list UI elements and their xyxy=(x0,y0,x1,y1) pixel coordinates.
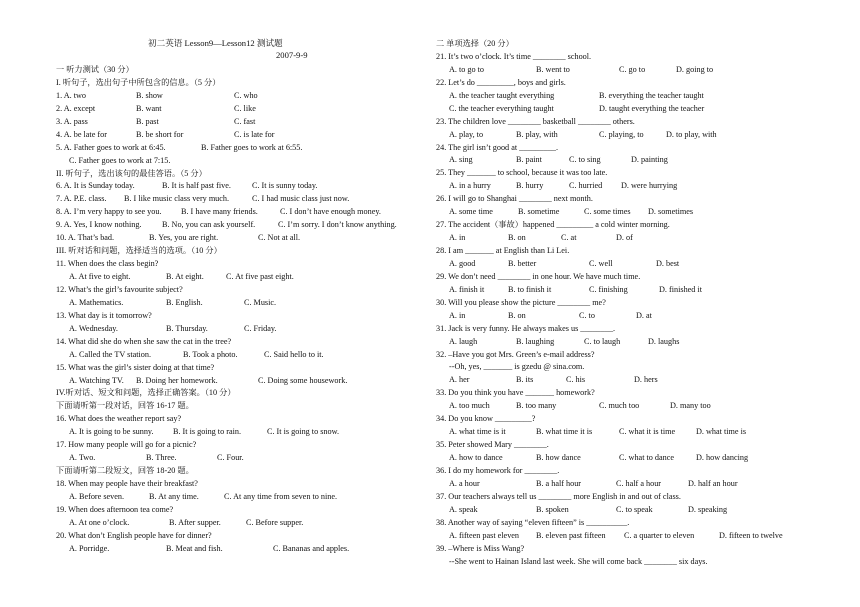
answer-option: B. Took a photo. xyxy=(183,349,238,359)
line-text: 37. Our teachers always tell us ________ more English in and out of class. xyxy=(436,491,681,501)
text-line xyxy=(436,206,836,219)
line-text: 34. Do you know _________? xyxy=(436,414,536,424)
text-line xyxy=(56,116,431,129)
text-line xyxy=(56,504,431,517)
line-text: A. Mathematics. xyxy=(69,297,124,307)
text-line xyxy=(56,478,431,491)
answer-option: D. at xyxy=(636,310,652,320)
text-line xyxy=(56,400,431,413)
text-line xyxy=(436,530,836,543)
left-column xyxy=(56,38,431,556)
text-line xyxy=(56,284,431,297)
text-line xyxy=(56,517,431,530)
line-text: --She went to Hainan Island last week. She will come back ________ six days. xyxy=(449,556,708,566)
answer-option: C. what to dance xyxy=(619,453,675,462)
answer-option: B. sometime xyxy=(518,207,560,217)
text-line xyxy=(56,387,431,400)
line-text: A. her xyxy=(449,375,470,385)
answer-option: B. a half hour xyxy=(536,478,582,488)
answer-option: D. best xyxy=(656,258,680,268)
paper-date: 2007-9-9 xyxy=(276,50,308,60)
line-text: 32. –Have you got Mrs. Green’s e-mail address? xyxy=(436,349,595,359)
answer-option: B. on xyxy=(508,233,526,243)
text-line xyxy=(56,452,431,465)
text-line xyxy=(56,349,431,362)
line-text: 下面请听第一段对话，回答 16-17 题。 xyxy=(56,401,194,411)
line-text: 下面请听第二段短文，回答 18-20 题。 xyxy=(56,466,194,476)
answer-option: C. what it is time xyxy=(619,427,676,437)
answer-option: D. of xyxy=(616,233,633,243)
text-line xyxy=(56,465,431,478)
answer-option: B. Meat and fish. xyxy=(166,543,223,553)
answer-option: D. going to xyxy=(676,64,714,74)
line-text: 24. The girl isn’t good at _________. xyxy=(436,142,559,152)
text-line xyxy=(436,297,836,310)
text-line xyxy=(56,413,431,426)
text-line xyxy=(56,336,431,349)
answer-option: B. past xyxy=(136,116,159,126)
answer-option: C. well xyxy=(589,258,613,268)
text-line xyxy=(56,193,431,206)
answer-option: B. went to xyxy=(536,64,570,74)
answer-option: C. Four. xyxy=(217,453,244,463)
text-line xyxy=(56,297,431,310)
text-line xyxy=(56,530,431,543)
text-line xyxy=(436,219,836,232)
answer-option: D. taught everything the teacher xyxy=(599,103,705,113)
answer-option: B. everything the teacher taught xyxy=(599,90,704,100)
text-line xyxy=(56,168,431,181)
answer-option: C. much too xyxy=(599,401,640,411)
text-line xyxy=(56,543,431,556)
answer-option: C. Doing some housework. xyxy=(258,375,348,385)
text-line xyxy=(436,310,836,323)
answer-option: C. hurried xyxy=(569,181,603,191)
text-line xyxy=(56,90,431,103)
text-line xyxy=(436,426,836,439)
text-line xyxy=(56,271,431,284)
answer-option: C. fast xyxy=(234,116,256,126)
answer-option: C. to speak xyxy=(616,504,653,514)
text-line xyxy=(436,413,836,426)
text-line xyxy=(436,77,836,90)
line-text: C. the teacher everything taught xyxy=(449,103,554,113)
text-line xyxy=(436,167,836,180)
line-text: A. some time xyxy=(449,207,493,217)
text-line xyxy=(436,336,836,349)
line-text: A. a hour xyxy=(449,478,480,488)
answer-option: C. I had music class just now. xyxy=(252,194,350,204)
line-text: A. It is going to be sunny. xyxy=(69,427,154,437)
line-text: A. sing xyxy=(449,155,473,165)
line-text: 19. When does afternoon tea come? xyxy=(56,504,174,514)
text-line xyxy=(436,504,836,517)
answer-option: B. English. xyxy=(166,297,203,307)
line-text: 9. A. Yes, I know nothing. xyxy=(56,220,142,230)
answer-option: C. Bananas and apples. xyxy=(273,543,350,553)
line-text: 27. The accident（事故）happened _________ a cold winter morning. xyxy=(436,220,670,230)
line-text: --Oh, yes, _______ is gzedu @ sina.com. xyxy=(449,362,585,372)
text-line xyxy=(56,103,431,116)
text-line xyxy=(56,323,431,336)
line-text: A. play, to xyxy=(449,129,484,139)
line-text: 一 听力测试（30 分） xyxy=(56,65,134,74)
text-line xyxy=(56,362,431,375)
line-text: A. Watching TV. xyxy=(69,375,124,385)
answer-option: C. go to xyxy=(619,64,646,74)
answer-option: C. I’m sorry. I don’t know anything. xyxy=(278,220,397,230)
text-line xyxy=(56,219,431,232)
line-text: 22. Let’s do _________, boys and girls. xyxy=(436,77,566,87)
right-column xyxy=(436,38,836,568)
text-line xyxy=(56,129,431,142)
line-text: 16. What does the weather report say? xyxy=(56,414,182,424)
line-text: A. speak xyxy=(449,504,478,514)
line-text: 35. Peter showed Mary ________. xyxy=(436,440,549,450)
text-line xyxy=(436,193,836,206)
text-line xyxy=(436,271,836,284)
line-text: 20. What don’t English people have for dinner? xyxy=(56,530,212,540)
answer-option: B. want xyxy=(136,103,162,113)
line-text: 21. It’s two o’clock. It’s time ________ school. xyxy=(436,51,592,61)
text-line xyxy=(436,90,836,103)
answer-option: D. many too xyxy=(670,401,711,411)
text-line xyxy=(436,64,836,77)
answer-option: C. Said hello to it. xyxy=(264,349,324,359)
answer-option: C. I don’t have enough money. xyxy=(280,207,381,217)
answer-option: C. some times xyxy=(584,207,631,217)
line-text: 23. The children love ________ basketball ________ others. xyxy=(436,116,635,126)
answer-option: C. is late for xyxy=(234,129,275,139)
answer-option: B. No, you can ask yourself. xyxy=(162,220,256,230)
text-line xyxy=(56,375,431,388)
text-line xyxy=(436,556,836,569)
line-text: 6. A. It is Sunday today. xyxy=(56,181,135,191)
answer-option: B. I like music class very much. xyxy=(124,194,230,204)
line-text: 13. What day is it tomorrow? xyxy=(56,310,152,320)
answer-option: D. were hurrying xyxy=(621,181,678,191)
answer-option: C. It is going to snow. xyxy=(267,427,340,437)
text-line xyxy=(56,142,431,155)
line-text: 25. They _______ to school, because it was too late. xyxy=(436,168,608,178)
answer-option: B. Father goes to work at 6:55. xyxy=(201,142,303,152)
answer-option: C. Music. xyxy=(244,297,277,307)
answer-option: B. what time it is xyxy=(536,427,593,437)
line-text: 3. A. pass xyxy=(56,116,88,126)
text-line xyxy=(436,116,836,129)
line-text: A. too much xyxy=(449,401,490,411)
line-text: 38. Another way of saying “eleven fifteen” is __________. xyxy=(436,517,630,527)
text-line xyxy=(436,349,836,362)
line-text: 2. A. except xyxy=(56,103,96,113)
line-text: III. 听对话和问题，选择适当的选项。（10 分） xyxy=(56,246,222,256)
answer-option: B. to finish it xyxy=(508,284,552,294)
answer-option: B. show xyxy=(136,90,163,100)
line-text: 31. Jack is very funny. He always makes us ________. xyxy=(436,323,616,333)
text-line xyxy=(436,323,836,336)
answer-option: D. finished it xyxy=(659,284,702,294)
line-text: 33. Do you think you have _______ homework? xyxy=(436,388,595,398)
text-line xyxy=(436,180,836,193)
answer-option: C. Not at all. xyxy=(258,233,301,243)
text-line xyxy=(56,310,431,323)
line-text: 二 单项选择（20 分） xyxy=(436,39,514,48)
line-text: A. Porridge. xyxy=(69,543,110,553)
answer-option: D. fifteen to twelve xyxy=(719,530,783,540)
line-text: A. finish it xyxy=(449,284,485,294)
answer-option: C. who xyxy=(234,90,258,100)
answer-option: C. to laugh xyxy=(584,336,621,346)
line-text: A. At five to eight. xyxy=(69,272,131,281)
text-line xyxy=(56,206,431,219)
text-line xyxy=(436,245,836,258)
answer-option: C. half a hour xyxy=(616,478,662,488)
text-line xyxy=(436,465,836,478)
line-text: 30. Will you please show the picture ________ me? xyxy=(436,297,606,307)
line-text: 5. A. Father goes to work at 6:45. xyxy=(56,142,166,152)
answer-option: D. what time is xyxy=(696,427,747,437)
answer-option: B. Three. xyxy=(146,453,177,463)
text-line xyxy=(56,258,431,271)
text-line xyxy=(436,387,836,400)
line-text: A. what time is it xyxy=(449,427,506,437)
text-line xyxy=(436,517,836,530)
answer-option: C. finishing xyxy=(589,284,628,294)
line-text: A. Before seven. xyxy=(69,491,125,501)
line-text: 18. When may people have their breakfast? xyxy=(56,479,198,488)
text-line xyxy=(56,426,431,439)
answer-option: B. how dance xyxy=(536,453,581,462)
line-text: 26. I will go to Shanghai ________ next month. xyxy=(436,194,593,204)
line-text: II. 听句子，选出该句的最佳答语。（5 分） xyxy=(56,168,207,178)
text-line xyxy=(56,439,431,452)
line-text: I. 听句子，选出句子中所包含的信息。（5 分） xyxy=(56,77,221,87)
answer-option: C. his xyxy=(566,375,586,385)
text-line xyxy=(436,38,836,51)
answer-option: D. sometimes xyxy=(648,207,694,217)
text-line xyxy=(56,155,431,168)
line-text: 28. I am _______ at English than Li Lei. xyxy=(436,246,570,255)
answer-option: B. spoken xyxy=(536,504,569,514)
line-text: A. fifteen past eleven xyxy=(449,530,520,540)
answer-option: C. playing, to xyxy=(599,129,644,139)
answer-option: D. how dancing xyxy=(696,453,749,462)
line-text: A. in xyxy=(449,310,466,320)
line-text: A. how to dance xyxy=(449,453,503,462)
line-text: A. Two. xyxy=(69,453,96,463)
answer-option: C. Friday. xyxy=(244,323,277,333)
text-line xyxy=(436,284,836,297)
paper-title: 初二英语 Lesson9—Lesson12 测试题 xyxy=(148,38,283,48)
answer-option: B. paint xyxy=(516,155,542,165)
text-line xyxy=(436,491,836,504)
text-line xyxy=(56,245,431,258)
text-line xyxy=(436,142,836,155)
text-line xyxy=(56,64,431,77)
answer-option: B. be short for xyxy=(136,129,184,139)
line-text: A. At one o’clock. xyxy=(69,517,130,527)
text-line xyxy=(436,452,836,465)
text-line xyxy=(436,154,836,167)
text-line xyxy=(436,543,836,556)
answer-option: B. eleven past fifteen xyxy=(536,530,606,540)
answer-option: D. half an hour xyxy=(688,478,738,488)
text-line xyxy=(436,361,836,374)
answer-option: B. Yes, you are right. xyxy=(149,233,219,243)
line-text: A. Wednesday. xyxy=(69,323,118,333)
line-text: A. Called the TV station. xyxy=(69,349,152,359)
text-line xyxy=(436,129,836,142)
answer-option: B. its xyxy=(516,375,534,385)
answer-option: C. It is sunny today. xyxy=(252,181,318,191)
answer-option: B. better xyxy=(508,258,537,268)
text-line xyxy=(436,103,836,116)
answer-option: B. At eight. xyxy=(166,272,204,281)
line-text: 7. A. P.E. class. xyxy=(56,194,107,204)
answer-option: B. Doing her homework. xyxy=(136,375,218,385)
line-text: 8. A. I’m very happy to see you. xyxy=(56,207,162,217)
line-text: 17. How many people will go for a picnic? xyxy=(56,440,197,450)
text-line xyxy=(56,491,431,504)
line-text: A. in xyxy=(449,233,466,243)
text-line xyxy=(436,478,836,491)
answer-option: C. Before supper. xyxy=(246,517,304,527)
text-line xyxy=(436,232,836,245)
line-text: 4. A. be late for xyxy=(56,129,107,139)
line-text: A. to go to xyxy=(449,64,485,74)
text-line xyxy=(436,374,836,387)
answer-option: B. hurry xyxy=(516,181,544,191)
line-text: A. in a hurry xyxy=(449,181,491,191)
answer-option: C. At five past eight. xyxy=(226,272,294,281)
answer-option: B. It is half past five. xyxy=(162,181,231,191)
line-text: C. Father goes to work at 7:15. xyxy=(69,155,171,165)
answer-option: B. At any time. xyxy=(149,491,199,501)
answer-option: C. At any time from seven to nine. xyxy=(224,491,338,501)
line-text: 39. –Where is Miss Wang? xyxy=(436,543,525,553)
text-line xyxy=(436,258,836,271)
answer-option: B. on xyxy=(508,310,526,320)
line-text: A. laugh xyxy=(449,336,478,346)
answer-option: B. laughing xyxy=(516,336,555,346)
text-line xyxy=(56,232,431,245)
answer-option: B. It is going to rain. xyxy=(173,427,241,437)
answer-option: D. to play, with xyxy=(666,129,717,139)
answer-option: C. to sing xyxy=(569,155,601,165)
answer-option: B. too many xyxy=(516,401,557,411)
line-text: 14. What did she do when she saw the cat in the tree? xyxy=(56,336,232,346)
answer-option: D. hers xyxy=(634,375,658,385)
answer-option: B. After supper. xyxy=(169,517,221,527)
line-text: 1. A. two xyxy=(56,90,87,100)
line-text: 15. What was the girl’s sister doing at that time? xyxy=(56,362,215,372)
answer-option: C. at xyxy=(561,233,577,243)
text-line xyxy=(436,51,836,64)
line-text: 11. When does the class begin? xyxy=(56,259,159,269)
text-line xyxy=(56,180,431,193)
answer-option: B. Thursday. xyxy=(166,323,208,333)
line-text: 36. I do my homework for ________. xyxy=(436,465,560,475)
answer-option: C. like xyxy=(234,103,256,113)
text-line xyxy=(436,400,836,413)
line-text: IV.听对话、短文和问题，选择正确答案。（10 分） xyxy=(56,388,236,398)
line-text: 12. What’s the girl’s favourite subject? xyxy=(56,284,183,294)
answer-option: C. a quarter to eleven xyxy=(624,530,695,540)
line-text: A. good xyxy=(449,258,476,268)
line-text: 29. We don’t need ________ in one hour. We have much time. xyxy=(436,271,641,281)
answer-option: D. painting xyxy=(631,155,668,165)
line-text: 10. A. That’s bad. xyxy=(56,233,115,243)
line-text: A. the teacher taught everything xyxy=(449,90,555,100)
answer-option: B. I have many friends. xyxy=(181,207,258,217)
answer-option: D. speaking xyxy=(688,504,728,514)
answer-option: D. laughs xyxy=(648,336,680,346)
answer-option: C. to xyxy=(579,310,595,320)
text-line xyxy=(436,439,836,452)
text-line xyxy=(56,77,431,90)
answer-option: B. play, with xyxy=(516,129,558,139)
